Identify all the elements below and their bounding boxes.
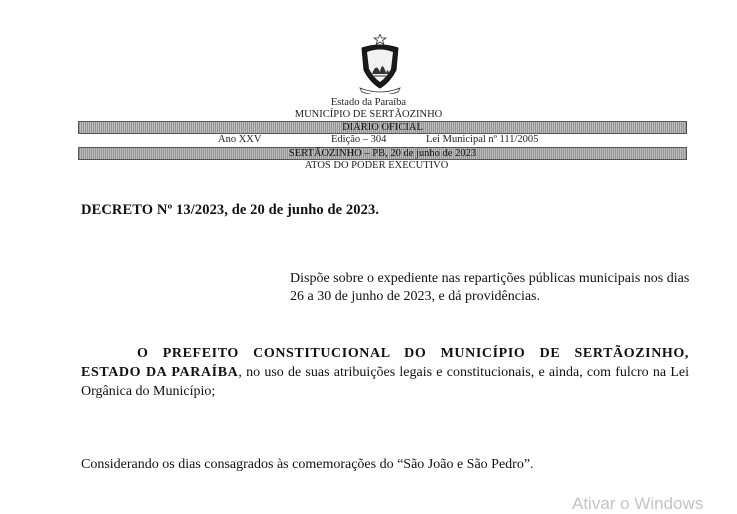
gazette-law: Lei Municipal nº 111/2005 bbox=[426, 134, 539, 145]
place-date: SERTÃOZINHO – PB, 20 de junho de 2023 bbox=[288, 148, 477, 159]
decree-consideration: Considerando os dias consagrados às comemorações do “São João e São Pedro”. bbox=[81, 457, 534, 472]
preamble-lead: O PREFEITO CONSTITUCIONAL DO MUNICÍPIO DE SERTÃOZINHO, ESTADO DA PARAÍBA bbox=[81, 346, 689, 380]
municipality-name: MUNICÍPIO DE SERTÃOZINHO bbox=[294, 109, 443, 120]
state-name: Estado da Paraíba bbox=[330, 97, 407, 108]
decree-title: DECRETO Nº 13/2023, de 20 de junho de 2023. bbox=[81, 202, 380, 218]
preamble-rest: , no uso de suas atribuições legais e constitucionais, e ainda, com fulcro na Lei Orgânica do Município; bbox=[81, 365, 689, 399]
gazette-title: DIÁRIO OFICIAL bbox=[342, 122, 423, 133]
gazette-band bbox=[78, 121, 687, 134]
section-title: ATOS DO PODER EXECUTIVO bbox=[304, 160, 449, 171]
gazette-edition: Edição – 304 bbox=[331, 134, 387, 145]
decree-preamble bbox=[81, 344, 689, 401]
decree-ementa: Dispõe sobre o expediente nas repartições públicas municipais nos dias 26 a 30 de junho de 2023, e dá providências. bbox=[290, 271, 690, 304]
windows-activation-watermark: Ativar o Windows bbox=[572, 494, 704, 513]
gazette-year: Ano XXV bbox=[218, 134, 262, 145]
edition-row bbox=[78, 134, 685, 146]
municipal-coat-of-arms-icon bbox=[352, 34, 408, 94]
place-date-band bbox=[78, 147, 687, 160]
